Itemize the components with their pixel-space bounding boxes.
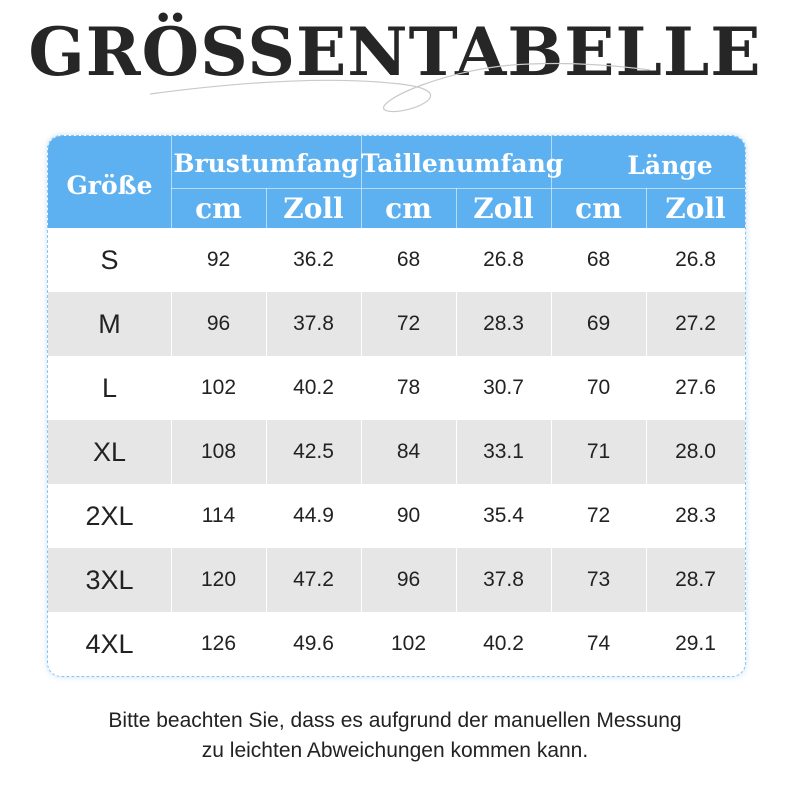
decorative-swoosh [150, 60, 650, 120]
group-header-chest: Brustumfang [173, 149, 359, 178]
measurement-cell: 108 [200, 440, 237, 463]
measurement-cell: 42.5 [293, 440, 334, 463]
measurement-cell: 37.8 [483, 568, 524, 591]
unit-header-length-cm: cm [575, 192, 622, 225]
table-row [48, 292, 745, 356]
header-divider [646, 188, 647, 228]
measurement-cell: 27.6 [675, 376, 716, 399]
table-row [48, 356, 745, 420]
note-line-2: zu leichten Abweichungen kommen kann. [201, 739, 589, 762]
measurement-cell: 96 [206, 312, 231, 335]
note-line-1: Bitte beachten Sie, dass es aufgrund der manuellen Messung [108, 709, 682, 732]
measurement-cell: 29.1 [675, 632, 716, 655]
header-divider [266, 188, 267, 228]
column-divider [361, 228, 362, 676]
table-header [48, 136, 745, 228]
unit-header-chest-cm: cm [195, 192, 242, 225]
unit-header-chest-inch: Zoll [283, 192, 344, 225]
size-cell: 4XL [85, 629, 134, 659]
measurement-cell: 72 [586, 504, 611, 527]
measurement-cell: 28.3 [675, 504, 716, 527]
measurement-cell: 36.2 [293, 248, 334, 271]
group-header-length: Länge [627, 151, 713, 180]
measurement-cell: 27.2 [675, 312, 716, 335]
measurement-cell: 33.1 [483, 440, 524, 463]
size-cell: XL [92, 437, 127, 467]
group-header-waist: Taillenumfang [361, 149, 564, 178]
measurement-cell: 102 [200, 376, 237, 399]
table-row [48, 228, 745, 292]
measurement-cell: 28.7 [675, 568, 716, 591]
size-column-header: Größe [66, 171, 153, 200]
column-divider [646, 228, 647, 676]
measurement-cell: 78 [396, 376, 421, 399]
measurement-cell: 73 [586, 568, 611, 591]
unit-header-length-inch: Zoll [665, 192, 726, 225]
column-divider [171, 228, 172, 676]
measurement-cell: 30.7 [483, 376, 524, 399]
measurement-cell: 84 [396, 440, 421, 463]
measurement-cell: 35.4 [483, 504, 524, 527]
measurement-cell: 26.8 [483, 248, 524, 271]
header-divider [171, 188, 745, 189]
unit-header-waist-cm: cm [385, 192, 432, 225]
size-cell: 3XL [85, 565, 134, 595]
table-row [48, 420, 745, 484]
table-row [48, 484, 745, 548]
measurement-note [0, 706, 790, 766]
measurement-cell: 26.8 [675, 248, 716, 271]
measurement-cell: 68 [586, 248, 611, 271]
measurement-cell: 44.9 [293, 504, 334, 527]
measurement-cell: 37.8 [293, 312, 334, 335]
column-divider [456, 228, 457, 676]
measurement-cell: 69 [586, 312, 611, 335]
size-cell: M [98, 309, 121, 339]
measurement-cell: 120 [200, 568, 237, 591]
measurement-cell: 126 [200, 632, 237, 655]
header-divider [456, 188, 457, 228]
measurement-cell: 90 [396, 504, 421, 527]
measurement-cell: 74 [586, 632, 611, 655]
table-row [48, 612, 745, 676]
measurement-cell: 72 [396, 312, 421, 335]
table-row [48, 548, 745, 612]
header-divider [171, 136, 172, 228]
header-divider [361, 136, 362, 228]
header-divider [551, 136, 552, 228]
measurement-cell: 68 [396, 248, 421, 271]
measurement-cell: 28.0 [675, 440, 716, 463]
measurement-cell: 102 [390, 632, 427, 655]
measurement-cell: 28.3 [483, 312, 524, 335]
measurement-cell: 71 [586, 440, 611, 463]
column-divider [551, 228, 552, 676]
page-title: GRÖSSENTABELLE [28, 13, 762, 91]
unit-header-waist-inch: Zoll [473, 192, 534, 225]
measurement-cell: 114 [201, 504, 236, 527]
column-divider [266, 228, 267, 676]
measurement-cell: 70 [586, 376, 611, 399]
size-cell: S [100, 245, 119, 275]
measurement-cell: 96 [396, 568, 421, 591]
size-cell: L [101, 373, 118, 403]
size-cell: 2XL [85, 501, 134, 531]
measurement-cell: 49.6 [293, 632, 334, 655]
size-table [47, 135, 746, 677]
measurement-cell: 47.2 [293, 568, 334, 591]
measurement-cell: 40.2 [293, 376, 334, 399]
measurement-cell: 40.2 [483, 632, 524, 655]
measurement-cell: 92 [206, 248, 231, 271]
